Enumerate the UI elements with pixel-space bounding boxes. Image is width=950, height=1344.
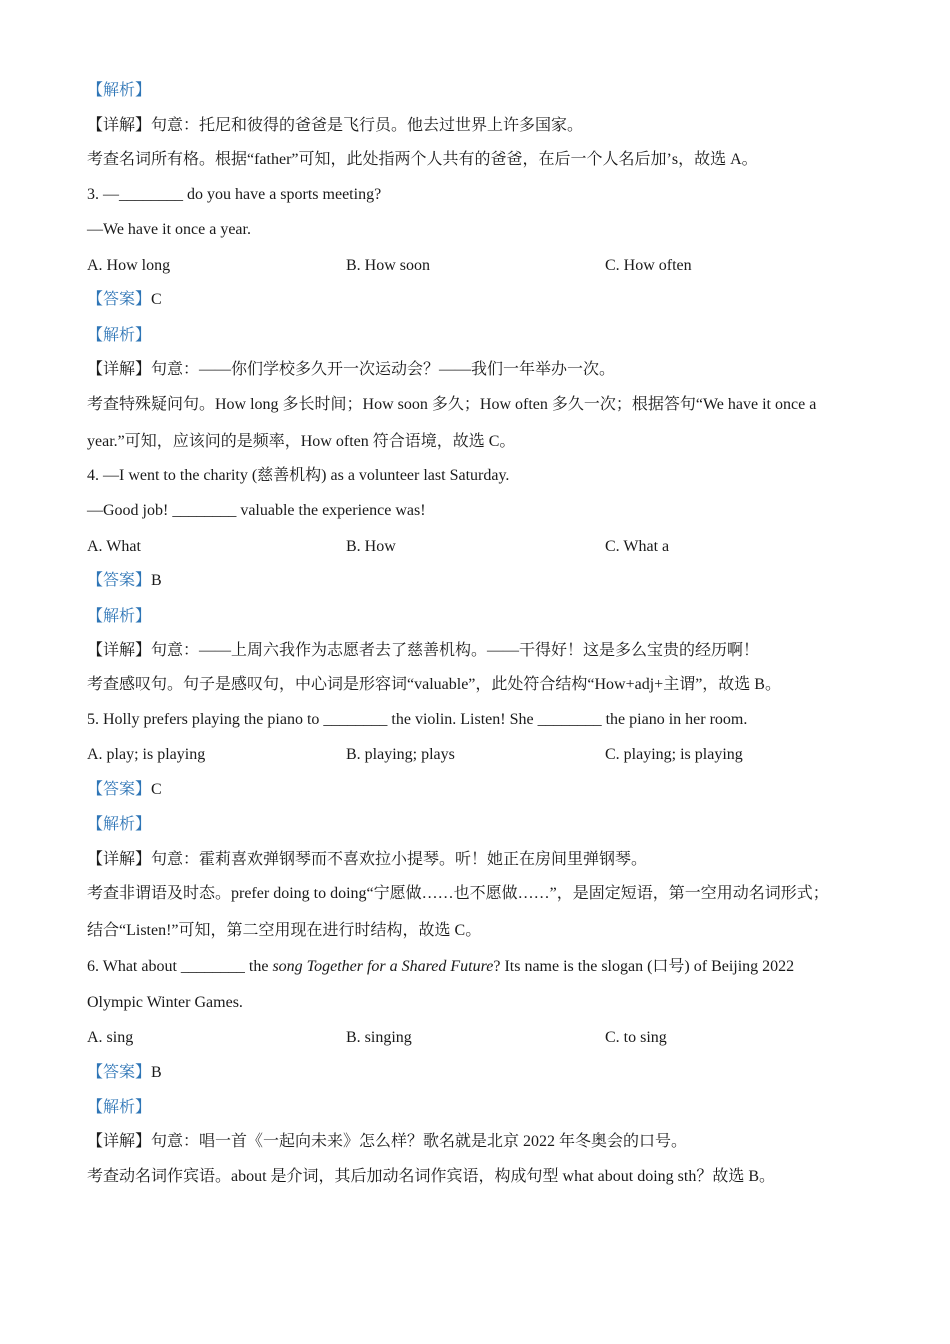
question-5-answer [87,780,162,800]
question-5-option-b: B. playing; plays [346,746,455,763]
stem-text: ? Its name is the slogan (口号) of Beijing 2022 [493,958,795,975]
explain-text: year.”可知，应该问的是频率，How often 符合语境，故选 C。 [87,433,516,450]
stem-text: 6. What about ________ the [87,958,273,975]
question-3-option-b: B. How soon [346,257,431,274]
question-4-option-c: C. What a [605,538,670,555]
question-3-reply: —We have it once a year. [87,221,251,238]
answer-tag: 【答案】 [87,572,152,589]
explain-text: 考查特殊疑问句。How long 多长时间；How soon 多久；How often 多久一次；根据答句“We have it once a [87,396,817,413]
question-6-stem [87,957,794,977]
answer-value: B [151,572,162,589]
explain-text: 考查名词所有格。根据“father”可知，此处指两个人共有的爸爸，在后一个人名后加’s，故选 A。 [87,151,758,168]
detail-text: 【详解】句意：——上周六我作为志愿者去了慈善机构。——干得好！这是多么宝贵的经历啊！ [87,642,760,659]
question-4-reply: —Good job! ________ valuable the experience was! [87,502,426,519]
detail-text: 【详解】句意：唱一首《一起向未来》怎么样？歌名就是北京 2022 年冬奥会的口号。 [87,1133,688,1150]
question-5-stem: 5. Holly prefers playing the piano to ________ the violin. Listen! She ________ the piano in her room. [87,711,748,728]
question-6-option-c: C. to sing [605,1029,667,1046]
question-3-option-c: C. How often [605,257,692,274]
explain-text: 考查动名词作宾语。about 是介词，其后加动名词作宾语，构成句型 what about doing sth？故选 B。 [87,1168,775,1185]
question-6-option-b: B. singing [346,1029,412,1046]
question-6-option-a: A. sing [87,1029,134,1046]
analysis-tag: 【解析】 [87,608,152,625]
answer-tag: 【答案】 [87,1064,152,1081]
question-4-answer [87,571,162,591]
answer-value: C [151,291,162,308]
answer-value: B [151,1064,162,1081]
analysis-tag: 【解析】 [87,816,152,833]
detail-text: 【详解】句意：托尼和彼得的爸爸是飞行员。他去过世界上许多国家。 [87,117,584,134]
answer-value: C [151,781,162,798]
explain-text: 考查感叹句。句子是感叹句，中心词是形容词“valuable”，此处符合结构“How+adj+主谓”，故选 B。 [87,676,781,693]
analysis-tag: 【解析】 [87,327,152,344]
song-title: song Together for a Shared Future [272,958,494,975]
explain-text: 结合“Listen!”可知，第二空用现在进行时结构，故选 C。 [87,922,482,939]
explain-text: 考查非谓语及时态。prefer doing to doing“宁愿做……也不愿做……”，是固定短语，第一空用动名词形式； [87,885,829,902]
detail-text: 【详解】句意：霍莉喜欢弹钢琴而不喜欢拉小提琴。听！她正在房间里弹钢琴。 [87,851,648,868]
question-6-stem-continued: Olympic Winter Games. [87,994,243,1011]
question-4-option-b: B. How [346,538,396,555]
question-3-answer [87,290,162,310]
question-4-stem: 4. —I went to the charity (慈善机构) as a volunteer last Saturday. [87,467,510,484]
question-6-answer [87,1063,162,1083]
analysis-tag: 【解析】 [87,1099,152,1116]
question-5-option-c: C. playing; is playing [605,746,743,763]
question-3-option-a: A. How long [87,257,171,274]
analysis-tag: 【解析】 [87,82,152,99]
answer-tag: 【答案】 [87,781,152,798]
question-4-option-a: A. What [87,538,141,555]
answer-tag: 【答案】 [87,291,152,308]
detail-text: 【详解】句意：——你们学校多久开一次运动会？——我们一年举办一次。 [87,361,616,378]
question-5-option-a: A. play; is playing [87,746,206,763]
question-3-stem: 3. —________ do you have a sports meeting? [87,186,382,203]
